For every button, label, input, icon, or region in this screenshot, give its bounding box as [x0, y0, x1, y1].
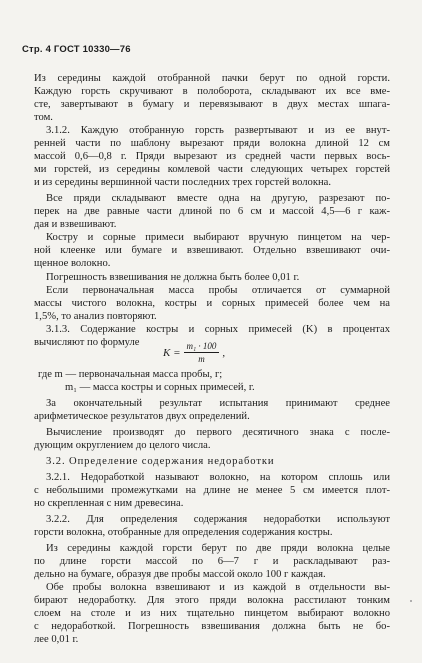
- text-line: массой 0,6—0,8 г. Пряди вырезают из средней части первых вось-: [34, 151, 390, 162]
- text-line: Погрешность взвешивания не должна быть более 0,01 г.: [46, 272, 300, 283]
- text-line: дельно на бумаге, образуя две пробы массой около 100 г каждая.: [34, 569, 326, 580]
- text-line: ренней части по шаблону вырезают пряди волокна длиной 12 см: [34, 138, 390, 149]
- text-line: щенное волокно.: [34, 258, 111, 269]
- formula-fraction: [184, 341, 220, 364]
- text-line: вычисляют по формуле: [34, 337, 140, 348]
- text-line: том.: [34, 112, 53, 123]
- text-line: 3.2.1. Недоработкой называют волокно, на котором сплошь или: [46, 472, 390, 483]
- text-line: сте, завертывают в бумагу и перевязывают в двух местах шпага-: [34, 99, 390, 110]
- text-line: массы чистого волокна, костры и сорных примесей более чем на: [34, 298, 390, 309]
- formula-lhs: K =: [163, 346, 181, 359]
- formula: [163, 341, 225, 364]
- text-line: перек на две равные части длиной по 6 см и массой 4,5—6 г каж-: [34, 206, 390, 217]
- text-line: лее 0,01 г.: [34, 634, 79, 645]
- text-line: и из середины вершинной части последних трех горстей волокна.: [34, 177, 331, 188]
- text-line: 3.2.2. Для определения содержания недоработки используют: [46, 514, 390, 525]
- formula-denominator: m: [198, 354, 205, 364]
- text-line: где m — первоначальная масса пробы, г;: [38, 369, 223, 380]
- formula-numerator: m₁ · 100: [184, 341, 220, 353]
- section-heading: 3.2. Определение содержания недоработки: [46, 456, 275, 467]
- page-header: Стр. 4 ГОСТ 10330—76: [22, 44, 131, 55]
- text-line: Из середины каждой горсти берут по две пряди волокна целые: [46, 543, 390, 554]
- text-line: 1,5%, то анализ повторяют.: [34, 311, 157, 322]
- text-line: Вычисление производят до первого десятичного знака с после-: [46, 427, 390, 438]
- text-line: ной клеенке или бумаге и взвешивают. Отдельно взвешивают очи-: [34, 245, 390, 256]
- text-line: но скрепленная с ним древесина.: [34, 498, 184, 509]
- text-line: с небольшими промежутками на длине не менее 5 см имеется плот-: [34, 485, 390, 496]
- formula-tail: ,: [222, 346, 226, 359]
- text-line: дующим округлением до целого числа.: [34, 440, 211, 451]
- text-line: Костру и сорные примеси выбирают вручную пинцетом на чер-: [46, 232, 390, 243]
- text-line: Все пряди складывают вместе одна на другую, разрезают по-: [46, 193, 390, 204]
- text-line: дая и взвешивают.: [34, 219, 117, 230]
- text-line: арифметическое результатов двух определений.: [34, 411, 250, 422]
- text-line: Если первоначальная масса пробы отличается от суммарной: [46, 285, 390, 296]
- text-line: бирают недоработку. Для этого пряди волокна расстилают тонким: [34, 595, 390, 606]
- text-line: 3.1.3. Содержание костры и сорных примесей (K) в процентах: [46, 324, 390, 335]
- text-line: горсти волокна, отобранные для определения содержания костры.: [34, 527, 333, 538]
- text-line: ми горстей, из середины комлевой части следующих четырех горстей: [34, 164, 390, 175]
- text-line: Из середины каждой отобранной пачки берут по одной горсти.: [34, 73, 390, 84]
- text-line: 3.1.2. Каждую отобранную горсть развертывают и из ее внут-: [46, 125, 390, 136]
- text-line: с недоработкой. Погрешность взвешивания должна быть не бо-: [34, 621, 390, 632]
- text-line: слоем на столе и из них тщательно пинцетом выбирают волокно: [34, 608, 390, 619]
- text-line: m₁ — масса костры и сорных примесей, г.: [65, 382, 255, 393]
- text-line: Обе пробы волокна взвешивают и из каждой в отдельности вы-: [46, 582, 390, 593]
- text-line: За окончательный результат испытания принимают среднее: [46, 398, 390, 409]
- text-line: по длине горсти массой по 6—7 г и раскладывают раз-: [34, 556, 390, 567]
- scan-speck: [410, 600, 412, 602]
- text-line: Каждую горсть скручивают в полоборота, складывают их все вме-: [34, 86, 390, 97]
